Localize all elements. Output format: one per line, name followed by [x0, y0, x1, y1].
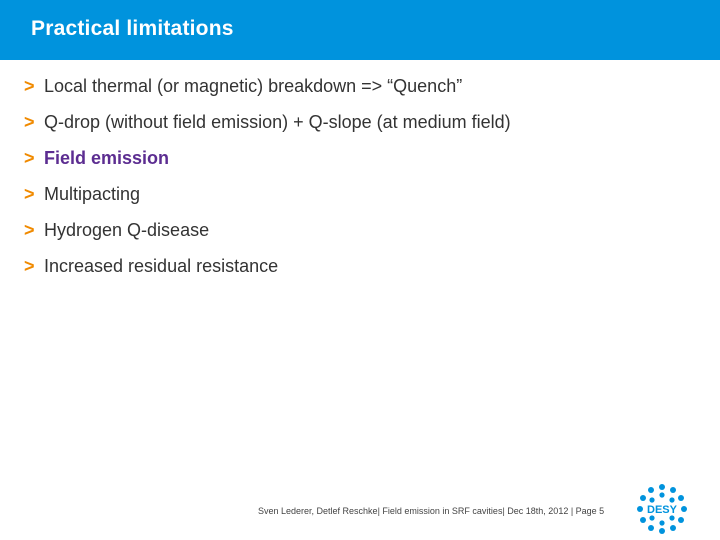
- bullet-arrow-icon: >: [24, 255, 35, 276]
- bullet-text: Q-drop (without field emission) + Q-slope (at medium field): [44, 111, 511, 132]
- bullet-arrow-icon: >: [24, 219, 35, 240]
- bullet-text: Local thermal (or magnetic) breakdown => “Quench”: [44, 75, 463, 96]
- bullet-item-highlighted: [24, 140, 511, 176]
- title-bar: [0, 0, 720, 60]
- bullet-text: Field emission: [44, 147, 170, 168]
- bullet-item: [24, 104, 511, 140]
- bullet-item: [24, 212, 511, 248]
- bullet-arrow-icon: >: [24, 147, 35, 168]
- bullet-list: [24, 68, 511, 284]
- slide-title: Practical limitations: [31, 17, 234, 40]
- desy-logo-icon: [636, 483, 688, 535]
- bullet-item: [24, 68, 511, 104]
- bullet-arrow-icon: >: [24, 75, 35, 96]
- bullet-item: [24, 248, 511, 284]
- bullet-arrow-icon: >: [24, 183, 35, 204]
- bullet-text: Increased residual resistance: [44, 255, 279, 276]
- bullet-text: Multipacting: [44, 183, 141, 204]
- footer-text: Sven Lederer, Detlef Reschke| Field emission in SRF cavities| Dec 18th, 2012 | Page 5: [258, 506, 605, 516]
- bullet-arrow-icon: >: [24, 111, 35, 132]
- logo-text: DESY: [647, 504, 677, 516]
- bullet-item: [24, 176, 511, 212]
- bullet-text: Hydrogen Q-disease: [44, 219, 210, 240]
